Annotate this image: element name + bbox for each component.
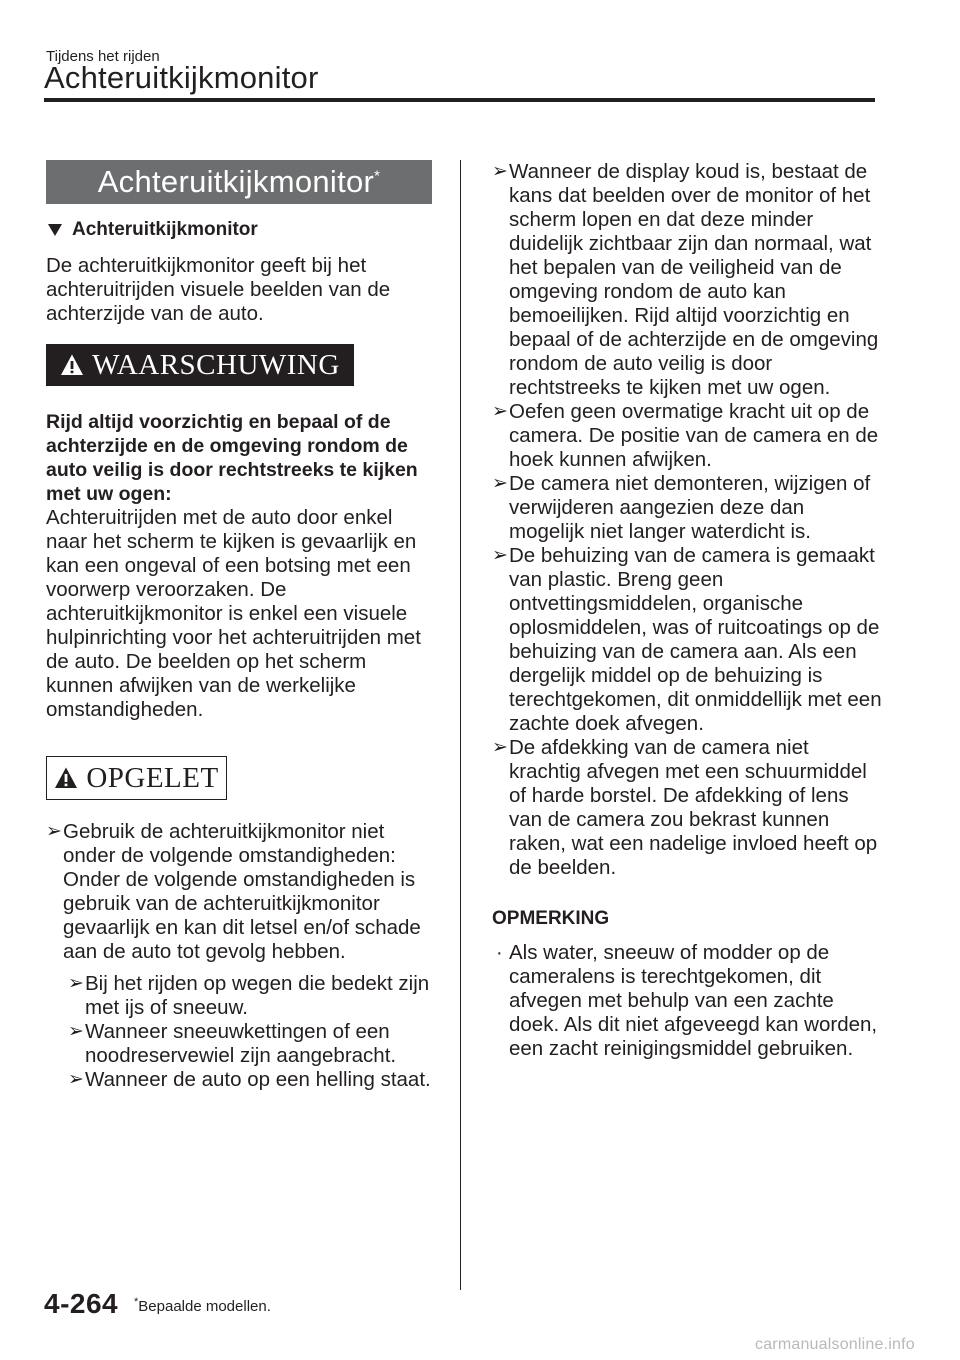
caution-bullet-text: Gebruik de achteruitkijkmonitor niet onder de volgende omstandigheden: Onder de volgende omstandigheden is gebruik van de achteruitkijkmonitor gevaarlijk en kan dit letsel en/of schade aan de auto tot gevolg hebben.: [63, 820, 421, 963]
arrow-bullet-icon: ➢: [68, 1069, 84, 1090]
list-item: [492, 941, 882, 1061]
list-item: [68, 1020, 436, 1068]
header-rule: [44, 98, 875, 102]
footnote-text: Bepaalde modellen.: [138, 1298, 271, 1315]
list-item: [492, 472, 882, 544]
arrow-bullet-icon: ➢: [492, 545, 508, 566]
watermark: carmanualsonline.info: [755, 1336, 915, 1353]
condition-list: [68, 972, 436, 1092]
warning-banner: [46, 344, 354, 386]
arrow-bullet-icon: ➢: [492, 473, 508, 494]
caution-triangle-icon: [54, 766, 78, 790]
list-item-text: Wanneer de auto op een helling staat.: [85, 1068, 431, 1091]
note-item-text: Als water, sneeuw of modder op de cameralens is terechtgekomen, dit afvegen met behulp van een zachte doek. Als dit niet afgeveegd kan worden, een zacht reinigingsmiddel gebruiken.: [509, 941, 878, 1060]
column-divider: [460, 160, 461, 1290]
arrow-bullet-icon: ➢: [68, 973, 84, 994]
list-item-text: Oefen geen overmatige kracht uit op de camera. De positie van de camera en de hoek kunnen afwijken.: [509, 400, 879, 471]
intro-paragraph: De achteruitkijkmonitor geeft bij het achteruitrijden visuele beelden van de achterzijde van de auto.: [46, 254, 391, 325]
caution-bullet: [46, 820, 436, 964]
warning-body-text: Achteruitrijden met de auto door enkel naar het scherm te kijken is gevaarlijk en kan een ongeval of een botsing met een voorwerp veroorzaken. De achteruitkijkmonitor is enkel een visuele hulpinrichting voor het achteruitrijden met de auto. De beelden op het scherm kunnen afwijken van de werkelijke omstandigheden.: [46, 506, 421, 721]
caution-banner: [46, 756, 227, 800]
note-list: [492, 941, 882, 1061]
list-item-text: De behuizing van de camera is gemaakt van plastic. Breng geen ontvettingsmiddelen, organische oplosmiddelen, was of ruitcoatings op de behuizing van de camera aan. Als een dergelijk middel op de behuizing is terechtgekomen, dit onmiddellijk met een zachte doek afvegen.: [509, 544, 882, 735]
list-item-text: De afdekking van de camera niet krachtig afvegen met een schuurmiddel of harde borstel. De afdekking of lens van de camera zou bekrast kunnen raken, wat een nadelige invloed heeft op de beelden.: [509, 736, 878, 879]
list-item-text: Wanneer sneeuwkettingen of een noodreservewiel zijn aangebracht.: [85, 1020, 397, 1067]
arrow-bullet-icon: ➢: [492, 737, 508, 758]
list-item: [68, 972, 436, 1020]
page-number: 4-264: [44, 1288, 119, 1319]
triangle-down-icon: [48, 224, 62, 236]
list-item: [492, 400, 882, 472]
caution-label: OPGELET: [86, 762, 219, 794]
list-item: [68, 1068, 436, 1092]
arrow-bullet-icon: ➢: [492, 401, 508, 422]
list-item-text: De camera niet demonteren, wijzigen of verwijderen aangezien deze dan mogelijk niet langer waterdicht is.: [509, 472, 871, 543]
footnote-asterisk: *: [134, 1296, 139, 1308]
header-title: Achteruitkijkmonitor: [44, 60, 319, 95]
dot-bullet-icon: ·: [496, 942, 503, 964]
section-title: Achteruitkijkmonitor: [97, 164, 375, 199]
title-asterisk: *: [374, 167, 381, 185]
arrow-bullet-icon: ➢: [46, 821, 62, 842]
arrow-bullet-icon: ➢: [68, 1021, 84, 1042]
list-item-text: Wanneer de display koud is, bestaat de kans dat beelden over de monitor of het scherm lopen en dat deze minder duidelijk zichtbaar zijn dan normaal, wat het bepalen van de veiligheid van de omgeving rondom de auto kan bemoeilijken. Rijd altijd voorzichtig en bepaal of de achterzijde en de omgeving rondom de auto veilig is door rechtstreeks te kijken met uw ogen.: [509, 160, 879, 399]
list-item-text: Bij het rijden op wegen die bedekt zijn met ijs of sneeuw.: [85, 972, 430, 1019]
list-item: [492, 160, 882, 400]
arrow-bullet-icon: ➢: [492, 161, 508, 182]
warning-label: WAARSCHUWING: [92, 349, 340, 381]
warning-bold-text: Rijd altijd voorzichtig en bepaal of de achterzijde en de omgeving rondom de auto veilig is door rechtstreeks te kijken met uw ogen:: [46, 411, 418, 505]
warning-triangle-icon: [60, 353, 84, 377]
header-section-label: Tijdens het rijden: [46, 48, 160, 65]
subheading: [46, 218, 436, 242]
footnote: [134, 1298, 271, 1315]
section-title-bar: [46, 160, 432, 204]
note-heading: OPMERKING: [492, 908, 610, 929]
list-item: [492, 544, 882, 736]
subheading-text: Achteruitkijkmonitor: [72, 219, 258, 240]
left-column: [46, 160, 436, 1092]
right-column: [492, 160, 882, 1061]
list-item: [492, 736, 882, 880]
